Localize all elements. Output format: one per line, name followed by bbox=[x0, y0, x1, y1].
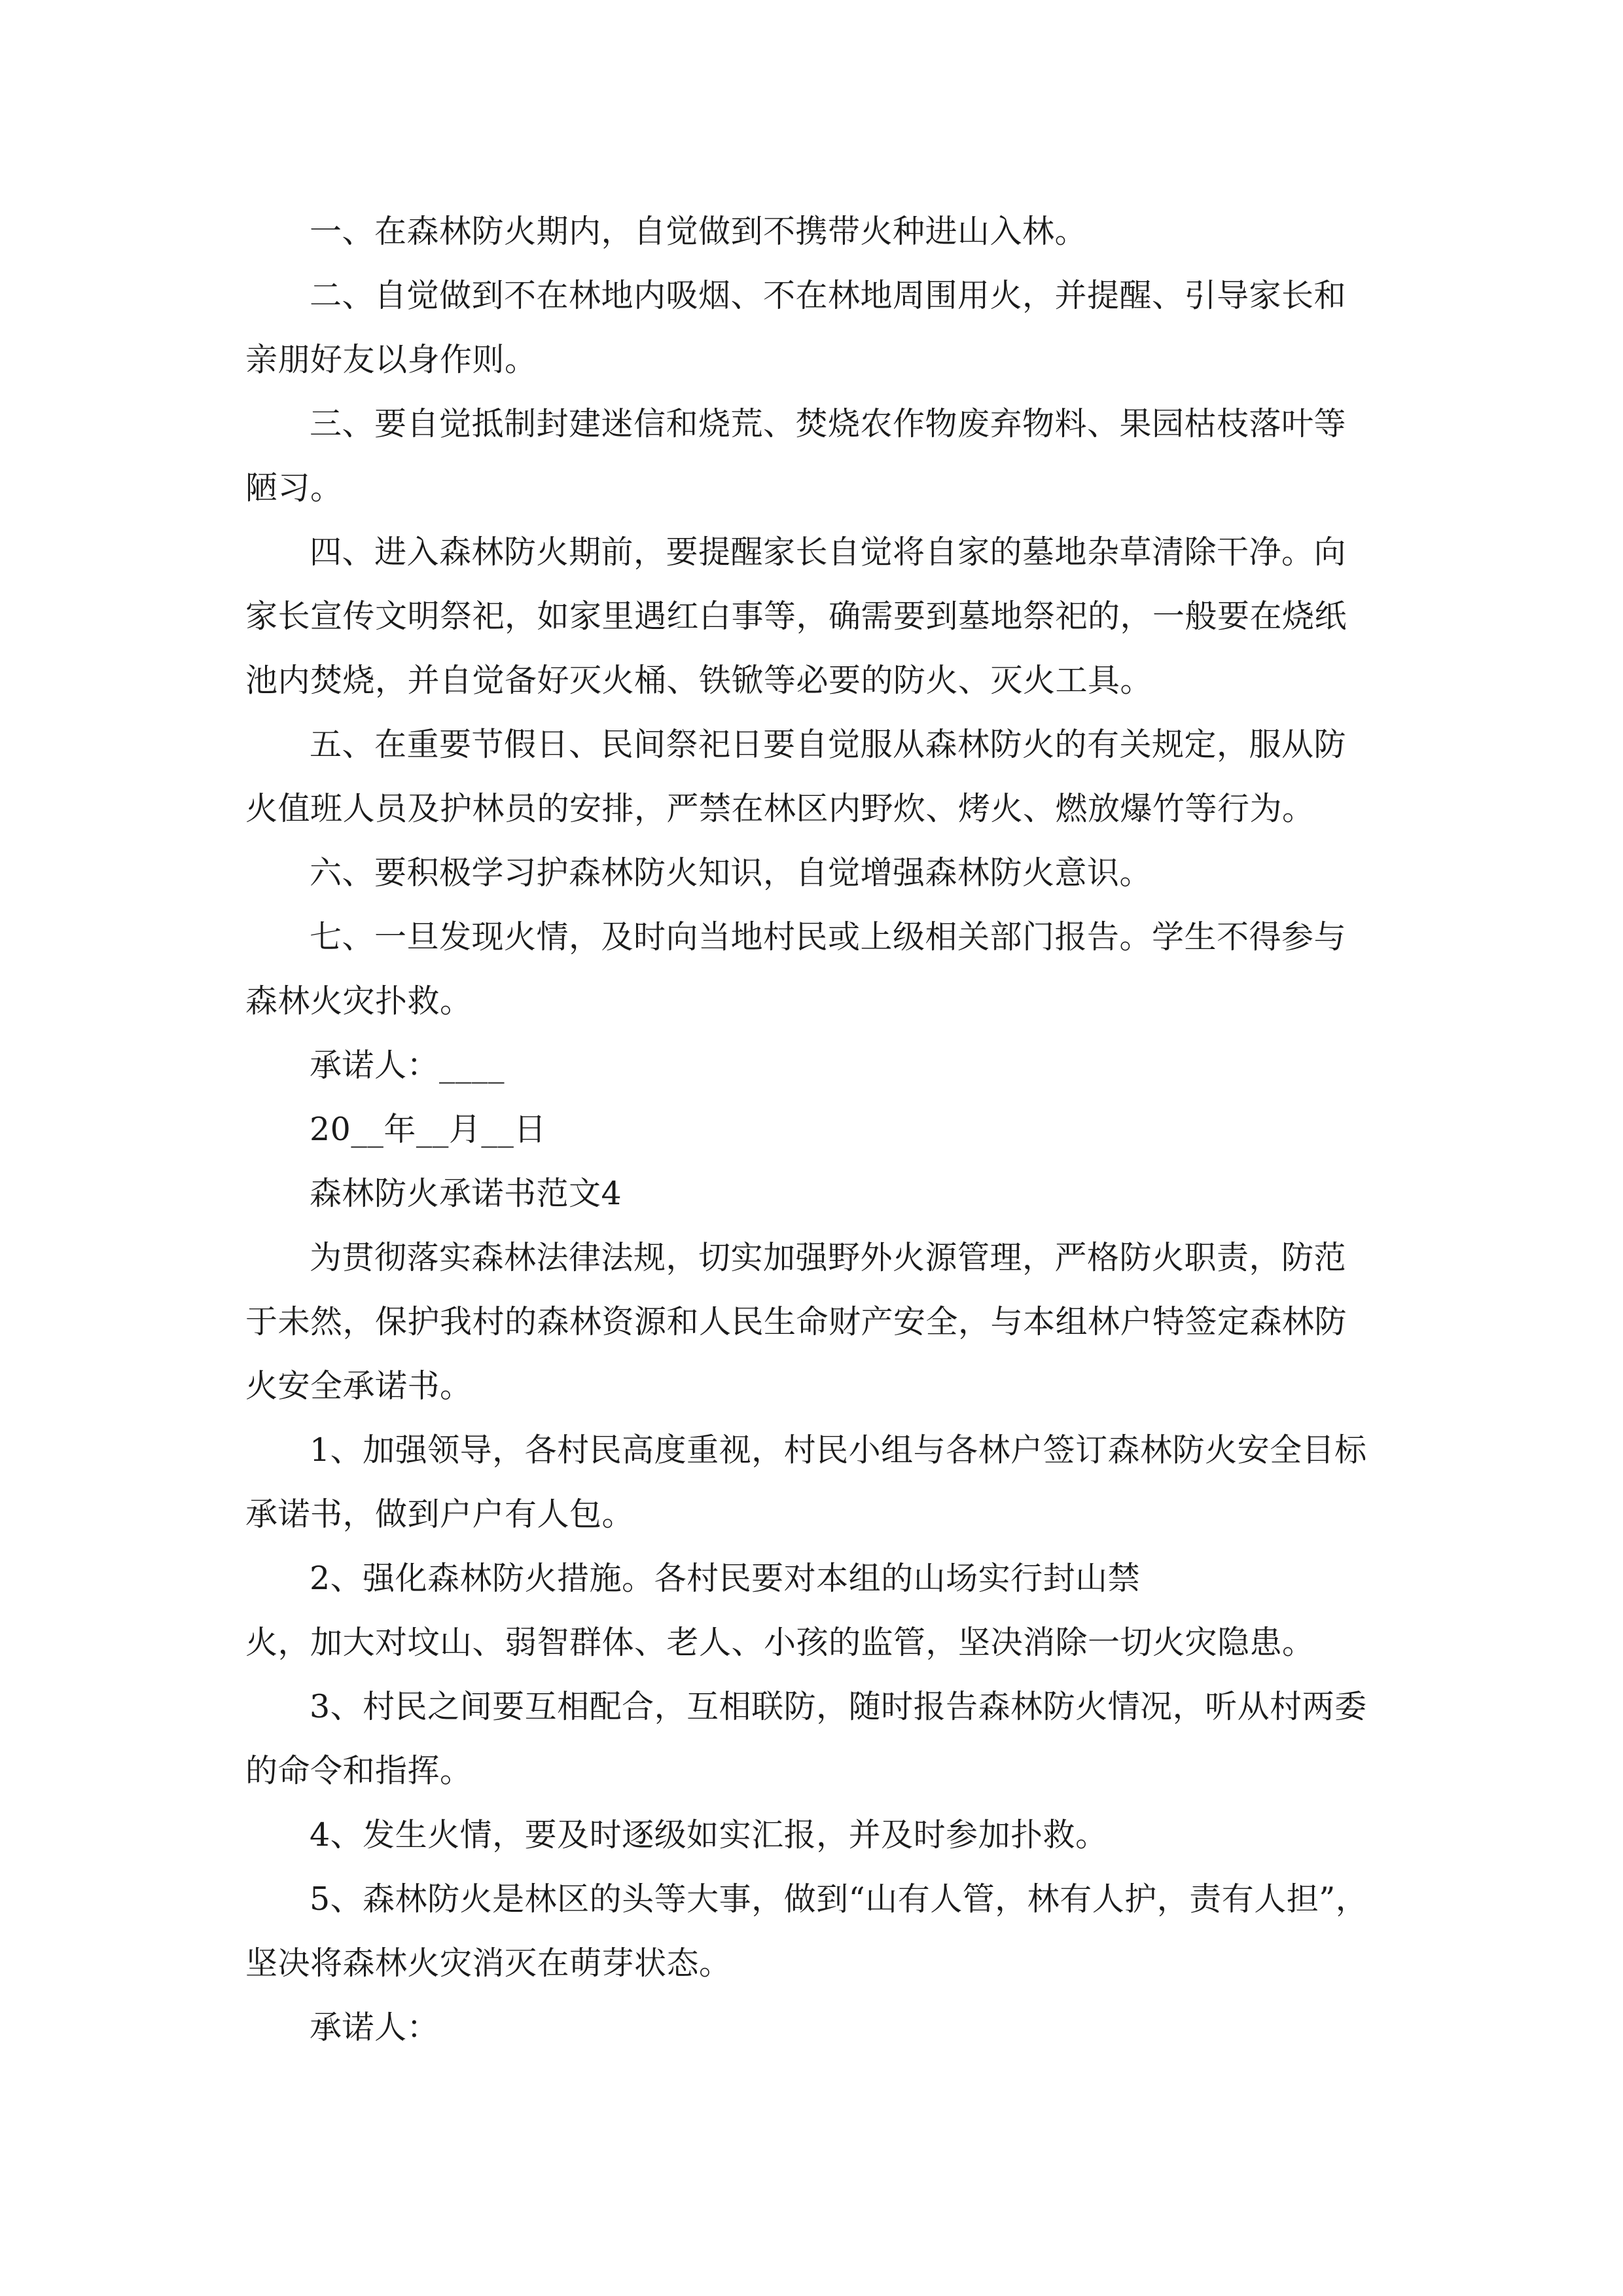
section-heading: 森林防火承诺书范文4 bbox=[310, 1175, 622, 1212]
paragraph-rule-3: 三、要自觉抵制封建迷信和烧荒、焚烧农作物废弃物料、果园枯枝落叶等陋习。 bbox=[245, 405, 1347, 507]
signature-line: 承诺人：____ bbox=[310, 1047, 505, 1084]
paragraph-rule-5: 五、在重要节假日、民间祭祀日要自觉服从森林防火的有关规定，服从防火值班人员及护林员的安排，严禁在林区内野炊、烤火、燃放爆竹等行为。 bbox=[245, 726, 1347, 827]
paragraph-item-5: 5、森林防火是林区的头等大事，做到“山有人管，林有人护，责有人担”，坚决将森林火灾消灭在萌芽状态。 bbox=[245, 1880, 1368, 1982]
paragraph-rule-7: 七、一旦发现火情，及时向当地村民或上级相关部门报告。学生不得参与森林火灾扑救。 bbox=[245, 918, 1347, 1020]
paragraph-item-3: 3、村民之间要互相配合，互相联防，随时报告森林防火情况，听从村两委的命令和指挥。 bbox=[245, 1688, 1367, 1789]
paragraph-item-2-continued: 火，加大对坟山、弱智群体、老人、小孩的监管，坚决消除一切火灾隐患。 bbox=[245, 1624, 1315, 1661]
paragraph-item-1: 1、加强领导，各村民高度重视，村民小组与各林户签订森林防火安全目标承诺书，做到户户有人包。 bbox=[245, 1431, 1367, 1533]
date-line: 20__年__月__日 bbox=[310, 1111, 546, 1148]
paragraph-rule-4: 四、进入森林防火期前，要提醒家长自觉将自家的墓地杂草清除干净。向家长宣传文明祭祀，如家里遇红白事等，确需要到墓地祭祀的，一般要在烧纸池内焚烧，并自觉备好灭火桶、铁锨等必要的防火、灭火工具。 bbox=[245, 533, 1347, 699]
intro-paragraph: 为贯彻落实森林法律法规，切实加强野外火源管理，严格防火职责，防范于未然，保护我村的森林资源和人民生命财产安全，与本组林户特签定森林防火安全承诺书。 bbox=[245, 1239, 1347, 1405]
signature-line-2: 承诺人： bbox=[310, 2009, 440, 2046]
paragraph-rule-2: 二、自觉做到不在林地内吸烟、不在林地周围用火，并提醒、引导家长和亲朋好友以身作则。 bbox=[245, 277, 1347, 378]
paragraph-rule-1: 一、在森林防火期内，自觉做到不携带火种进山入林。 bbox=[310, 213, 1088, 250]
document-body bbox=[245, 200, 1378, 2060]
paragraph-item-2: 2、强化森林防火措施。各村民要对本组的山场实行封山禁 bbox=[310, 1560, 1141, 1597]
paragraph-item-4: 4、发生火情，要及时逐级如实汇报，并及时参加扑救。 bbox=[310, 1816, 1108, 1854]
paragraph-rule-6: 六、要积极学习护森林防火知识，自觉增强森林防火意识。 bbox=[310, 854, 1152, 891]
